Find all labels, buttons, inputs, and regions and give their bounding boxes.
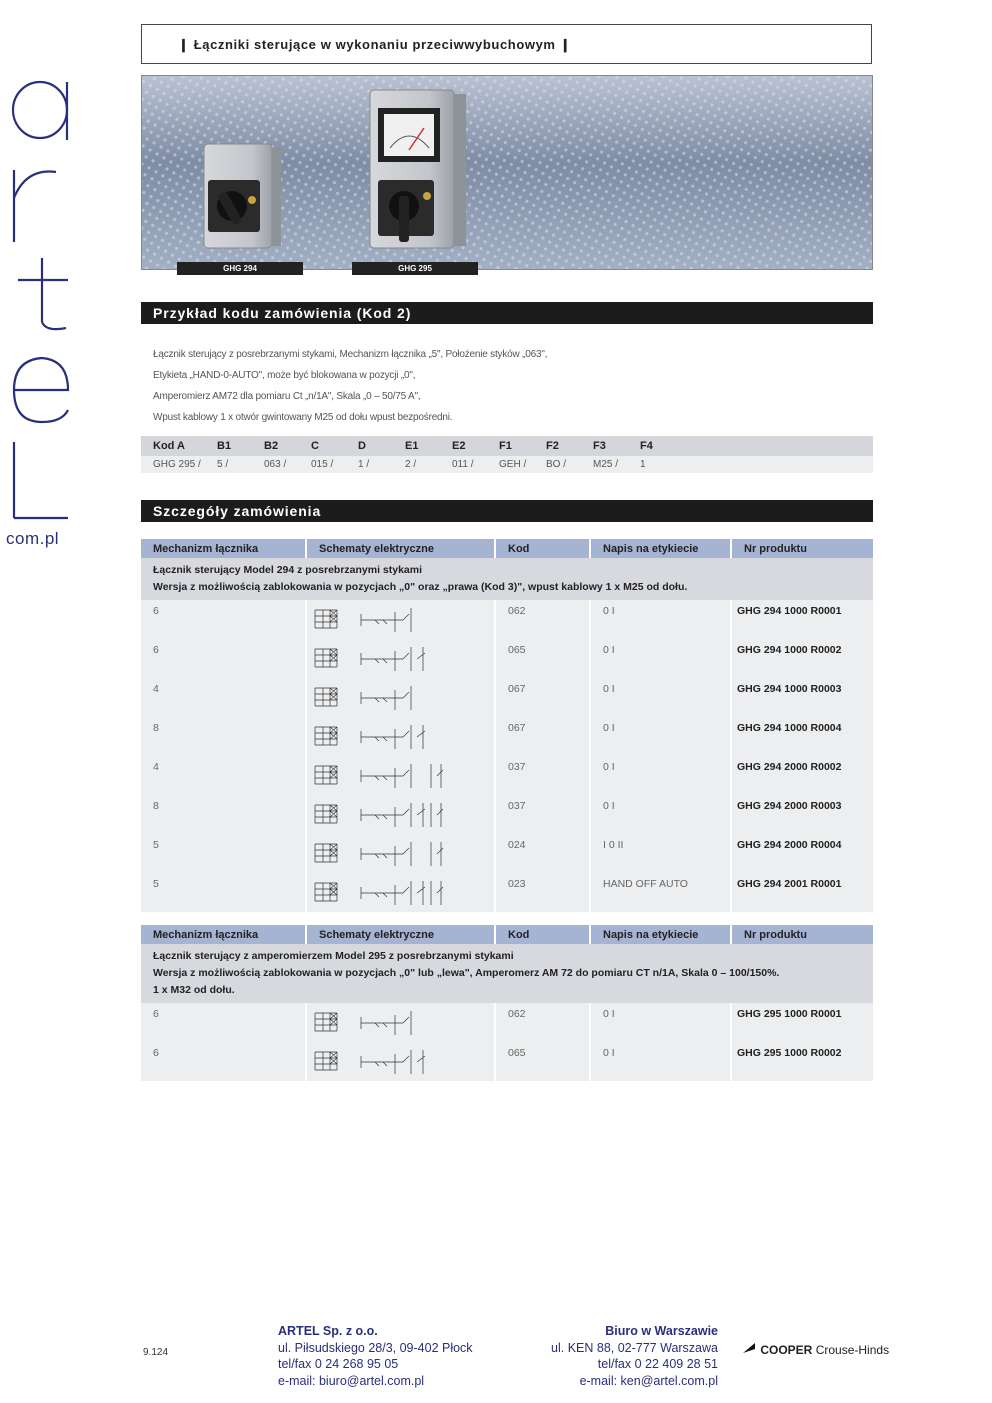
schematic-cell (307, 834, 496, 873)
table-row (141, 756, 873, 795)
col-product: Nr produktu (732, 539, 873, 558)
product-number-cell: GHG 294 2000 R0004 (732, 834, 873, 873)
group-title: Łącznik sterujący Model 294 z posrebrzanymi stykami (153, 564, 423, 576)
label-cell: 0 I (591, 717, 732, 756)
example-line-4: Wpust kablowy 1 x otwór gwintowany M25 od dołu wpust bezpośredni. (153, 412, 453, 423)
email-link[interactable]: e-mail: biuro@artel.com.pl (278, 1373, 425, 1388)
product-number-cell: GHG 294 2000 R0003 (732, 795, 873, 834)
page-number: 9.124 (143, 1347, 169, 1358)
label-cell: 0 I (591, 600, 732, 639)
code-header: C (299, 436, 346, 456)
order-table-295 (141, 925, 873, 1081)
product-number-cell: GHG 295 1000 R0002 (732, 1042, 873, 1081)
email-link[interactable]: e-mail: ken@artel.com.pl (579, 1373, 718, 1388)
phone-line: tel/fax 0 24 268 95 05 (278, 1357, 399, 1371)
schematic-cell (307, 795, 496, 834)
code-value: 2 / (393, 456, 440, 473)
code-header: Kod A (141, 436, 205, 456)
product-photo-illustration (142, 76, 873, 270)
group-note: 1 x M32 od dołu. (153, 984, 235, 996)
code-cell: 037 (496, 756, 591, 795)
table-row (141, 834, 873, 873)
table-row (141, 717, 873, 756)
product-number-cell: GHG 294 2001 R0001 (732, 873, 873, 912)
schematic-lines (315, 725, 425, 749)
schematic-cell (307, 1042, 496, 1081)
order-code-value-row (141, 456, 873, 473)
code-cell: 023 (496, 873, 591, 912)
artel-logo (6, 70, 76, 550)
schematic-lines (315, 764, 443, 788)
col-code: Kod (496, 539, 591, 558)
electrical-schematic-diagram (313, 1044, 473, 1078)
footer-address-plock (278, 1323, 473, 1389)
page-header-title: ❙ Łączniki sterujące w wykonaniu przeciwwybuchowym ❙ (178, 37, 572, 52)
schematic-cell (307, 639, 496, 678)
code-value: GHG 295 / (141, 456, 205, 473)
address-line: ul. Piłsudskiego 28/3, 09-402 Płock (278, 1340, 473, 1355)
photo-label-ghg-295: GHG 295 (352, 262, 478, 275)
footer-address-warsaw (551, 1323, 718, 1389)
schematic-cell (307, 600, 496, 639)
code-header: D (346, 436, 393, 456)
electrical-schematic-diagram (313, 797, 473, 831)
product-number-cell: GHG 294 1000 R0002 (732, 639, 873, 678)
schematic-cell (307, 756, 496, 795)
mechanism-cell: 6 (141, 639, 307, 678)
office-name: Biuro w Warszawie (605, 1324, 718, 1338)
code-value: 011 / (440, 456, 487, 473)
group-title: Łącznik sterujący z amperomierzem Model 295 z posrebrzanymi stykami (153, 950, 514, 962)
code-header: B1 (205, 436, 252, 456)
code-value: BO / (534, 456, 581, 473)
schematic-cell (307, 678, 496, 717)
col-mechanism: Mechanizm łącznika (141, 925, 307, 944)
code-header: E1 (393, 436, 440, 456)
group-row (141, 558, 873, 600)
order-code-table (141, 436, 873, 473)
label-cell: 0 I (591, 1003, 732, 1042)
product-number-cell: GHG 295 1000 R0001 (732, 1003, 873, 1042)
electrical-schematic-diagram (313, 875, 473, 909)
schematic-lines (315, 647, 425, 671)
product-number-cell: GHG 294 1000 R0003 (732, 678, 873, 717)
schematic-lines (315, 608, 411, 632)
label-cell: 0 I (591, 639, 732, 678)
code-header: F1 (487, 436, 534, 456)
ghg-295-enclosure (370, 90, 466, 248)
electrical-schematic-diagram (313, 641, 473, 675)
order-code-header-row (141, 436, 873, 456)
code-cell: 067 (496, 678, 591, 717)
code-cell: 037 (496, 795, 591, 834)
page-header (141, 24, 872, 64)
cooper-crouse-hinds-logo (741, 1341, 889, 1357)
mechanism-cell: 4 (141, 678, 307, 717)
code-header: F4 (628, 436, 873, 456)
label-cell: I 0 II (591, 834, 732, 873)
schematic-lines (315, 881, 443, 905)
mechanism-cell: 4 (141, 756, 307, 795)
mechanism-cell: 8 (141, 795, 307, 834)
schematic-lines (315, 842, 443, 866)
photo-label-ghg-294: GHG 294 (177, 262, 303, 275)
mechanism-cell: 6 (141, 600, 307, 639)
label-cell: 0 I (591, 678, 732, 717)
code-cell: 062 (496, 1003, 591, 1042)
artel-letters-logo (6, 70, 76, 530)
electrical-schematic-diagram (313, 602, 473, 636)
mechanism-cell: 8 (141, 717, 307, 756)
label-cell: 0 I (591, 795, 732, 834)
table-row (141, 639, 873, 678)
product-number-cell: GHG 294 1000 R0001 (732, 600, 873, 639)
crouse-hinds-text: Crouse-Hinds (815, 1343, 890, 1357)
code-value: 063 / (252, 456, 299, 473)
col-product: Nr produktu (732, 925, 873, 944)
col-code: Kod (496, 925, 591, 944)
col-schematics: Schematy elektryczne (307, 539, 496, 558)
code-header: B2 (252, 436, 299, 456)
code-header: F3 (581, 436, 628, 456)
code-value: 5 / (205, 456, 252, 473)
group-subtitle: Wersja z możliwością zablokowania w pozycjach „0" lub „lewa", Amperomerz AM 72 do pomiaru CT n/1A, Skala 0 – 100/150%. (153, 967, 780, 979)
schematic-lines (315, 686, 411, 710)
code-cell: 065 (496, 1042, 591, 1081)
code-cell: 065 (496, 639, 591, 678)
electrical-schematic-diagram (313, 719, 473, 753)
cooper-arrow-icon (741, 1341, 757, 1355)
schematic-lines (315, 1050, 425, 1074)
table-header-row (141, 539, 873, 558)
table-row (141, 678, 873, 717)
code-value: 1 (628, 456, 873, 473)
company-name: ARTEL Sp. z o.o. (278, 1324, 378, 1338)
product-number-cell: GHG 294 2000 R0002 (732, 756, 873, 795)
schematic-cell (307, 1003, 496, 1042)
schematic-lines (315, 1011, 411, 1035)
col-schematics: Schematy elektryczne (307, 925, 496, 944)
phone-line: tel/fax 0 22 409 28 51 (597, 1357, 718, 1371)
table-row (141, 873, 873, 912)
electrical-schematic-diagram (313, 1005, 473, 1039)
group-description (141, 944, 873, 1003)
col-label: Napis na etykiecie (591, 925, 732, 944)
code-value: 1 / (346, 456, 393, 473)
code-cell: 062 (496, 600, 591, 639)
code-value: GEH / (487, 456, 534, 473)
mechanism-cell: 6 (141, 1042, 307, 1081)
mechanism-cell: 5 (141, 834, 307, 873)
order-table-294 (141, 539, 873, 912)
code-value: 015 / (299, 456, 346, 473)
label-cell: 0 I (591, 756, 732, 795)
address-line: ul. KEN 88, 02-777 Warszawa (551, 1340, 718, 1355)
schematic-cell (307, 873, 496, 912)
example-heading: Przykład kodu zamówienia (Kod 2) (141, 302, 873, 324)
label-cell: HAND OFF AUTO (591, 873, 732, 912)
ghg-294-enclosure (204, 144, 281, 248)
table-row (141, 1003, 873, 1042)
table-header-row (141, 925, 873, 944)
schematic-cell (307, 717, 496, 756)
group-description (141, 558, 873, 600)
mechanism-cell: 6 (141, 1003, 307, 1042)
group-subtitle: Wersja z możliwością zablokowania w pozycjach „0" oraz „prawa (Kod 3)", wpust kablowy 1 x M25 od dołu. (153, 581, 688, 593)
code-value: M25 / (581, 456, 628, 473)
code-cell: 067 (496, 717, 591, 756)
code-header: E2 (440, 436, 487, 456)
col-label: Napis na etykiecie (591, 539, 732, 558)
table-row (141, 600, 873, 639)
code-cell: 024 (496, 834, 591, 873)
cooper-text: COOPER (760, 1343, 813, 1357)
schematic-lines (315, 803, 443, 827)
example-line-2: Etykieta „HAND-0-AUTO", może być blokowana w pozycji „0", (153, 370, 416, 381)
group-row (141, 944, 873, 1003)
brand-domain: com.pl (6, 529, 60, 548)
example-line-1: Łącznik sterujący z posrebrzanymi stykami, Mechanizm łącznika „5", Położenie styków „063", (153, 349, 548, 360)
table-row (141, 795, 873, 834)
product-photo (141, 75, 873, 270)
mechanism-cell: 5 (141, 873, 307, 912)
details-heading: Szczegóły zamówienia (141, 500, 873, 522)
electrical-schematic-diagram (313, 758, 473, 792)
example-line-3: Amperomierz AM72 dla pomiaru Ct „n/1A", Skala „0 – 50/75 A", (153, 391, 421, 402)
table-row (141, 1042, 873, 1081)
code-header: F2 (534, 436, 581, 456)
col-mechanism: Mechanizm łącznika (141, 539, 307, 558)
product-number-cell: GHG 294 1000 R0004 (732, 717, 873, 756)
label-cell: 0 I (591, 1042, 732, 1081)
electrical-schematic-diagram (313, 680, 473, 714)
electrical-schematic-diagram (313, 836, 473, 870)
